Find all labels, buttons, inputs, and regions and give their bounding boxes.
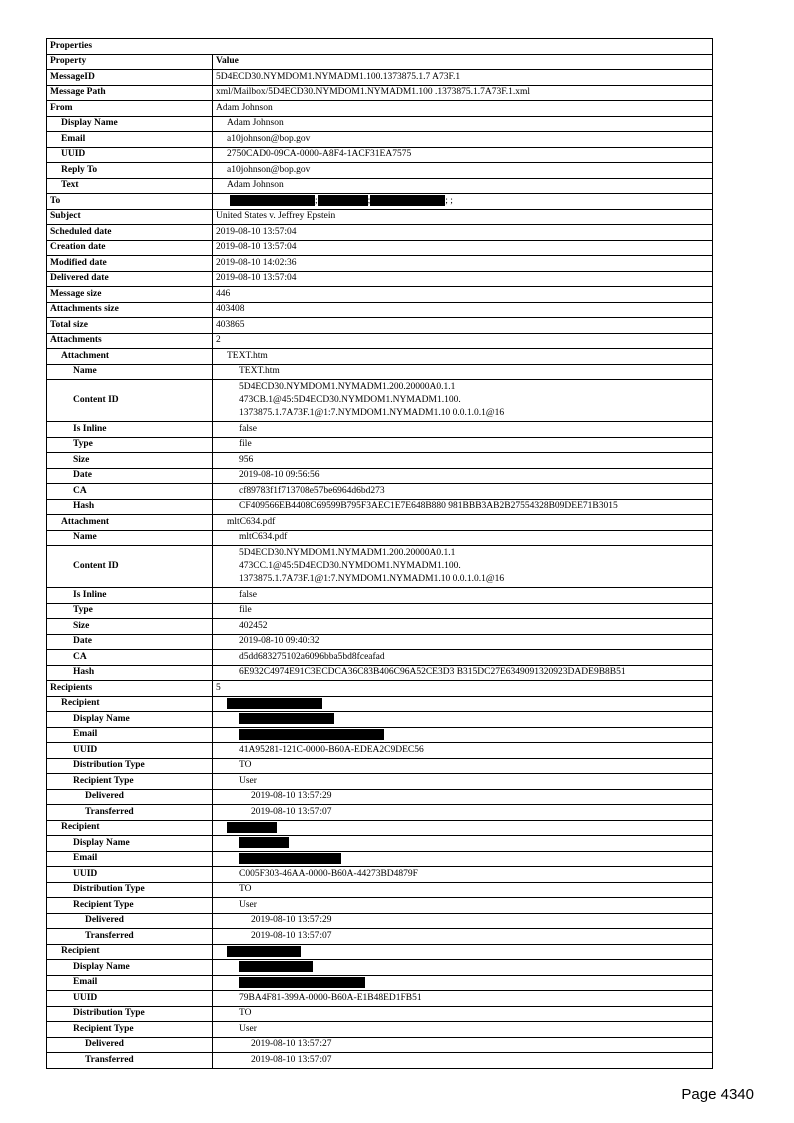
table-row [47, 116, 713, 132]
property-name: Transferred [47, 1053, 213, 1069]
table-row [47, 836, 713, 852]
property-name: CA [47, 650, 213, 666]
property-value: a10johnson@bop.gov [213, 163, 713, 179]
table-row [47, 665, 713, 681]
property-name: Recipient Type [47, 1022, 213, 1038]
property-value: 2019-08-10 13:57:27 [213, 1037, 713, 1053]
property-value [213, 820, 713, 836]
property-value: file [213, 437, 713, 453]
table-row [47, 991, 713, 1007]
property-value [213, 851, 713, 867]
table-row [47, 867, 713, 883]
table-row [47, 530, 713, 546]
property-name: Date [47, 634, 213, 650]
property-value: a10johnson@bop.gov [213, 132, 713, 148]
property-value: 2019-08-10 13:57:04 [213, 240, 713, 256]
table-header-row [47, 54, 713, 70]
table-row [47, 712, 713, 728]
table-row [47, 271, 713, 287]
property-name: Recipient Type [47, 898, 213, 914]
property-value: 403865 [213, 318, 713, 334]
table-row [47, 913, 713, 929]
property-value: 403408 [213, 302, 713, 318]
redaction-block [367, 195, 445, 206]
table-row [47, 960, 713, 976]
property-name: Email [47, 727, 213, 743]
table-row [47, 209, 713, 225]
table-row [47, 256, 713, 272]
property-value: TO [213, 1006, 713, 1022]
redaction-block [318, 195, 368, 206]
property-name: Display Name [47, 712, 213, 728]
table-row [47, 437, 713, 453]
property-name: Total size [47, 318, 213, 334]
table-row [47, 132, 713, 148]
redaction-block [239, 837, 289, 848]
table-title-row [47, 39, 713, 55]
property-name: Size [47, 453, 213, 469]
table-row [47, 681, 713, 697]
property-value: C005F303-46AA-0000-B60A-44273BD4879F [213, 867, 713, 883]
property-value [213, 712, 713, 728]
property-name: Reply To [47, 163, 213, 179]
property-value: 2 [213, 333, 713, 349]
property-value [213, 836, 713, 852]
property-name: Is Inline [47, 588, 213, 604]
property-value: 2019-08-10 13:57:07 [213, 805, 713, 821]
property-name: Recipient [47, 944, 213, 960]
table-row [47, 194, 713, 210]
property-value: CF409566EB4408C69599B795F3AEC1E7E648B880 981BBB3AB2B27554328B09DEE71B3015 [213, 499, 713, 515]
table-row [47, 929, 713, 945]
property-name: Distribution Type [47, 758, 213, 774]
property-name: UUID [47, 867, 213, 883]
property-name: Email [47, 851, 213, 867]
table-row [47, 333, 713, 349]
redaction-block [230, 195, 315, 206]
redaction-block [239, 977, 365, 988]
property-value: 2019-08-10 13:57:04 [213, 225, 713, 241]
property-value: 2019-08-10 13:57:29 [213, 913, 713, 929]
property-value: United States v. Jeffrey Epstein [213, 209, 713, 225]
property-name: Transferred [47, 805, 213, 821]
properties-table [46, 38, 713, 1069]
table-row [47, 944, 713, 960]
property-name: CA [47, 484, 213, 500]
property-value: 2750CAD0-09CA-0000-A8F4-1ACF31EA7575 [213, 147, 713, 163]
redaction-block [227, 698, 322, 709]
page-number: Page 4340 [681, 1086, 754, 1103]
table-row [47, 588, 713, 604]
property-name: Creation date [47, 240, 213, 256]
redaction-block [239, 961, 313, 972]
property-value: 2019-08-10 13:57:29 [213, 789, 713, 805]
property-value: User [213, 774, 713, 790]
table-row [47, 619, 713, 635]
table-row [47, 851, 713, 867]
property-value: 2019-08-10 13:57:07 [213, 929, 713, 945]
property-name: Is Inline [47, 422, 213, 438]
property-name: Recipient Type [47, 774, 213, 790]
property-value: TEXT.htm [213, 349, 713, 365]
property-name: Recipient [47, 696, 213, 712]
property-value: 2019-08-10 13:57:04 [213, 271, 713, 287]
table-row [47, 499, 713, 515]
property-name: Date [47, 468, 213, 484]
property-value: 402452 [213, 619, 713, 635]
table-row [47, 225, 713, 241]
property-name: Name [47, 364, 213, 380]
table-row [47, 882, 713, 898]
column-header-property: Property [47, 54, 213, 70]
table-row [47, 727, 713, 743]
table-row [47, 789, 713, 805]
property-name: Modified date [47, 256, 213, 272]
property-value: 5D4ECD30.NYMDOM1.NYMADM1.200.20000A0.1.1 473CB.1@45:5D4ECD30.NYMDOM1.NYMADM1.100. 1373875.1.7A73F.1@1:7.NYMDOM1.NYMADM1.10 0.0.1.0.1@16 [213, 380, 713, 422]
table-row [47, 898, 713, 914]
table-row [47, 634, 713, 650]
property-name: Attachment [47, 515, 213, 531]
property-value: false [213, 422, 713, 438]
property-name: Attachment [47, 349, 213, 365]
table-row [47, 1037, 713, 1053]
property-value: xml/Mailbox/5D4ECD30.NYMDOM1.NYMADM1.100 .1373875.1.7A73F.1.xml [213, 85, 713, 101]
property-name: Delivered [47, 1037, 213, 1053]
property-value: 5D4ECD30.NYMDOM1.NYMADM1.100.1373875.1.7 A73F.1 [213, 70, 713, 86]
property-value: Adam Johnson [213, 178, 713, 194]
property-name: Size [47, 619, 213, 635]
property-value [213, 194, 713, 210]
table-row [47, 287, 713, 303]
property-name: Type [47, 437, 213, 453]
table-row [47, 1022, 713, 1038]
table-row [47, 380, 713, 422]
property-name: To [47, 194, 213, 210]
table-row [47, 484, 713, 500]
recipient-separator: ; ; [445, 195, 453, 206]
table-row [47, 820, 713, 836]
property-value: 2019-08-10 14:02:36 [213, 256, 713, 272]
property-value: 41A95281-121C-0000-B60A-EDEA2C9DEC56 [213, 743, 713, 759]
redaction-block [227, 946, 301, 957]
property-value: TO [213, 882, 713, 898]
property-name: MessageID [47, 70, 213, 86]
table-row [47, 1006, 713, 1022]
redaction-block [239, 853, 341, 864]
property-value: 2019-08-10 09:40:32 [213, 634, 713, 650]
property-name: Content ID [47, 546, 213, 588]
property-name: Name [47, 530, 213, 546]
table-row [47, 1053, 713, 1069]
property-name: Hash [47, 665, 213, 681]
table-row [47, 318, 713, 334]
property-value [213, 696, 713, 712]
table-row [47, 515, 713, 531]
table-row [47, 240, 713, 256]
redaction-block [239, 729, 384, 740]
property-value: TEXT.htm [213, 364, 713, 380]
property-name: Text [47, 178, 213, 194]
property-name: From [47, 101, 213, 117]
property-name: Delivered date [47, 271, 213, 287]
property-name: Email [47, 132, 213, 148]
property-name: Display Name [47, 836, 213, 852]
property-name: Attachments [47, 333, 213, 349]
properties-table-body [47, 39, 713, 1069]
property-value: Adam Johnson [213, 116, 713, 132]
property-name: UUID [47, 147, 213, 163]
property-value [213, 960, 713, 976]
table-row [47, 85, 713, 101]
property-name: Delivered [47, 913, 213, 929]
properties-sheet [46, 38, 712, 1069]
property-value: 79BA4F81-399A-0000-B60A-E1B48ED1FB51 [213, 991, 713, 1007]
property-name: Message size [47, 287, 213, 303]
table-row [47, 696, 713, 712]
property-name: Display Name [47, 960, 213, 976]
property-value: TO [213, 758, 713, 774]
table-row [47, 302, 713, 318]
table-row [47, 364, 713, 380]
property-value: cf89783f1f713708e57be6964d6bd273 [213, 484, 713, 500]
table-row [47, 975, 713, 991]
recipient-separator: ; [315, 195, 318, 206]
table-row [47, 546, 713, 588]
property-value [213, 727, 713, 743]
table-row [47, 178, 713, 194]
redaction-block [239, 713, 334, 724]
property-name: UUID [47, 991, 213, 1007]
property-name: Attachments size [47, 302, 213, 318]
recipient-separator: ; [367, 195, 371, 206]
table-row [47, 758, 713, 774]
property-value: 5D4ECD30.NYMDOM1.NYMADM1.200.20000A0.1.1 473CC.1@45:5D4ECD30.NYMDOM1.NYMADM1.100. 1373875.1.7A73F.1@1:7.NYMDOM1.NYMADM1.10 0.0.1.0.1@16 [213, 546, 713, 588]
column-header-value: Value [213, 54, 713, 70]
property-name: Delivered [47, 789, 213, 805]
property-name: Transferred [47, 929, 213, 945]
property-name: Hash [47, 499, 213, 515]
property-value: d5dd683275102a6096bba5bd8fceafad [213, 650, 713, 666]
property-value: 5 [213, 681, 713, 697]
table-row [47, 743, 713, 759]
property-value: file [213, 603, 713, 619]
table-title: Properties [47, 39, 713, 55]
table-row [47, 101, 713, 117]
table-row [47, 453, 713, 469]
table-row [47, 603, 713, 619]
property-value: User [213, 1022, 713, 1038]
table-row [47, 805, 713, 821]
table-row [47, 349, 713, 365]
table-row [47, 163, 713, 179]
property-value [213, 944, 713, 960]
property-value [213, 975, 713, 991]
property-value: 6E932C4974E91C3ECDCA36C83B406C96A52CE3D3 B315DC27E6349091320923DADE9B8B51 [213, 665, 713, 681]
property-value: false [213, 588, 713, 604]
table-row [47, 147, 713, 163]
property-value: 2019-08-10 09:56:56 [213, 468, 713, 484]
property-name: Message Path [47, 85, 213, 101]
table-row [47, 422, 713, 438]
table-row [47, 468, 713, 484]
property-name: Distribution Type [47, 1006, 213, 1022]
property-name: Email [47, 975, 213, 991]
property-name: Content ID [47, 380, 213, 422]
property-value: User [213, 898, 713, 914]
property-name: Display Name [47, 116, 213, 132]
property-name: Distribution Type [47, 882, 213, 898]
property-value: 956 [213, 453, 713, 469]
property-value: mltC634.pdf [213, 515, 713, 531]
table-row [47, 70, 713, 86]
redaction-block [227, 822, 277, 833]
table-row [47, 650, 713, 666]
property-name: Scheduled date [47, 225, 213, 241]
table-row [47, 774, 713, 790]
property-name: Type [47, 603, 213, 619]
property-value: 2019-08-10 13:57:07 [213, 1053, 713, 1069]
property-value: mltC634.pdf [213, 530, 713, 546]
property-value: 446 [213, 287, 713, 303]
property-name: Recipient [47, 820, 213, 836]
property-value: Adam Johnson [213, 101, 713, 117]
property-name: Recipients [47, 681, 213, 697]
property-name: UUID [47, 743, 213, 759]
property-name: Subject [47, 209, 213, 225]
